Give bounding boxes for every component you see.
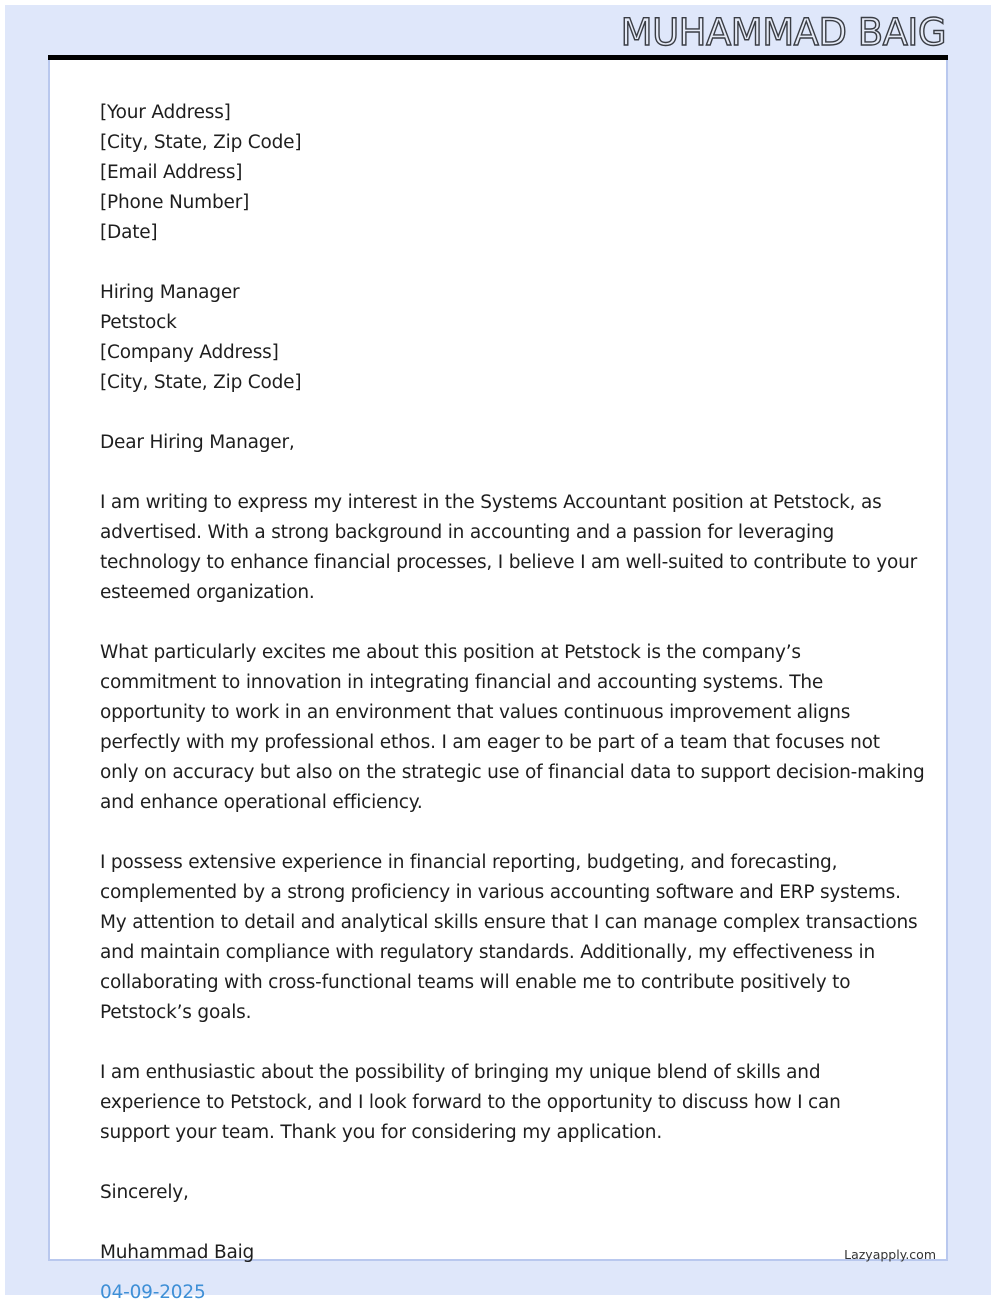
paragraph-3	[100, 848, 918, 1028]
paragraph-line: I possess extensive experience in financial reporting, budgeting, and forecasting,	[100, 852, 838, 873]
recipient-company: Petstock	[100, 312, 177, 333]
paragraph-line: and maintain compliance with regulatory standards. Additionally, my effectiveness in	[100, 942, 875, 963]
signature-date: 04-09-2025	[100, 1282, 206, 1303]
cover-letter	[100, 98, 925, 1308]
watermark-text: Lazyapply.com	[844, 1247, 936, 1262]
salutation: Dear Hiring Manager,	[100, 432, 295, 453]
spacer	[100, 1268, 900, 1278]
spacer	[100, 1148, 900, 1178]
paragraph-line: experience to Petstock, and I look forward to the opportunity to discuss how I can	[100, 1092, 841, 1113]
paragraph-line: I am writing to express my interest in the Systems Accountant position at Petstock, as	[100, 492, 882, 513]
paragraph-line: advertised. With a strong background in accounting and a passion for leveraging	[100, 522, 835, 543]
sender-city-state-zip: [City, State, Zip Code]	[100, 132, 302, 153]
spacer	[100, 1028, 900, 1058]
paragraph-line: What particularly excites me about this position at Petstock is the company’s	[100, 642, 801, 663]
paragraph-line: I am enthusiastic about the possibility of bringing my unique blend of skills and	[100, 1062, 821, 1083]
paragraph-line: My attention to detail and analytical skills ensure that I can manage complex transactions	[100, 912, 918, 933]
sender-date: [Date]	[100, 222, 158, 243]
paragraph-line: complemented by a strong proficiency in various accounting software and ERP systems.	[100, 882, 901, 903]
paragraph-line: and enhance operational efficiency.	[100, 792, 423, 813]
paragraph-line: support your team. Thank you for considering my application.	[100, 1122, 663, 1143]
paragraph-line: technology to enhance financial processes, I believe I am well-suited to contribute to your	[100, 552, 918, 573]
recipient-block	[100, 278, 900, 398]
paragraph-line: collaborating with cross-functional teams will enable me to contribute positively to	[100, 972, 851, 993]
spacer	[100, 458, 900, 488]
sender-phone: [Phone Number]	[100, 192, 250, 213]
closing: Sincerely,	[100, 1182, 189, 1203]
paragraph-1	[100, 488, 918, 608]
paragraph-line: opportunity to work in an environment that values continuous improvement aligns	[100, 702, 851, 723]
spacer	[100, 608, 900, 638]
paragraph-line: perfectly with my professional ethos. I am eager to be part of a team that focuses not	[100, 732, 880, 753]
header-name: MUHAMMAD BAIG	[620, 11, 946, 54]
recipient-title: Hiring Manager	[100, 282, 240, 303]
paragraph-line: Petstock’s goals.	[100, 1002, 252, 1023]
paragraph-line: commitment to innovation in integrating financial and accounting systems. The	[100, 672, 824, 693]
recipient-city-state-zip: [City, State, Zip Code]	[100, 372, 302, 393]
signature-name: Muhammad Baig	[100, 1242, 255, 1263]
sender-address: [Your Address]	[100, 102, 231, 123]
spacer	[100, 818, 900, 848]
paragraph-4	[100, 1058, 900, 1148]
spacer	[100, 1208, 900, 1238]
recipient-address: [Company Address]	[100, 342, 279, 363]
spacer	[100, 248, 900, 278]
paragraph-2	[100, 638, 925, 818]
sender-block	[100, 98, 900, 248]
paragraph-line: only on accuracy but also on the strategic use of financial data to support decision-making	[100, 762, 925, 783]
sender-email: [Email Address]	[100, 162, 243, 183]
paragraph-line: esteemed organization.	[100, 582, 315, 603]
spacer	[100, 398, 900, 428]
